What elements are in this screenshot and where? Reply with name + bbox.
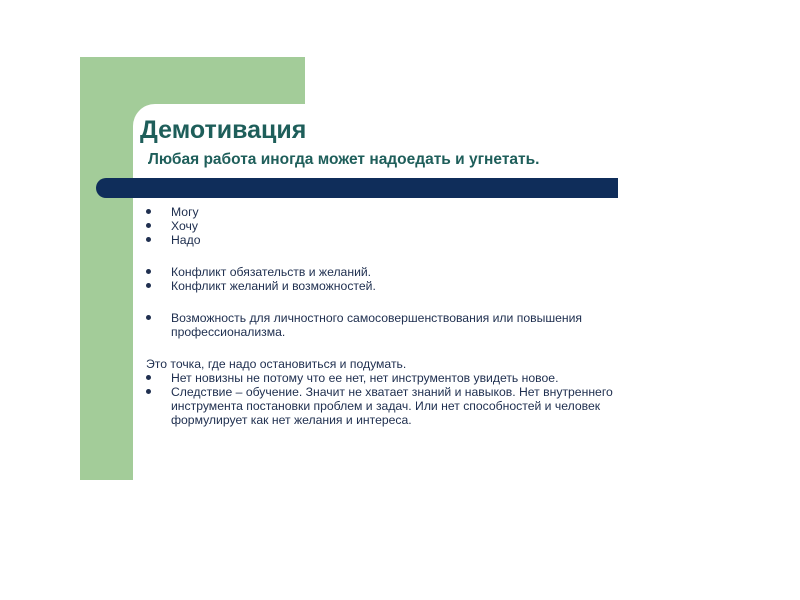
bullet-item	[146, 385, 666, 427]
bullet-dot-icon	[146, 209, 151, 214]
bullet-dot-icon	[146, 269, 151, 274]
bullet-group-1	[146, 205, 666, 247]
bullet-text: Возможность для личностного самосовершенствования или повышения профессионализма.	[171, 311, 583, 339]
bullet-text: Надо	[171, 233, 201, 247]
bullet-dot-icon	[146, 375, 151, 380]
slide-subtitle: Любая работа иногда может надоедать и угнетать.	[148, 151, 540, 168]
bullet-group-2	[146, 265, 666, 293]
bullet-item	[146, 233, 666, 247]
bullet-dot-icon	[146, 237, 151, 242]
bullet-text: Конфликт обязательств и желаний.	[171, 265, 372, 279]
bullet-group-3	[146, 311, 666, 339]
slide-body	[146, 205, 666, 427]
bullet-text: Хочу	[171, 219, 198, 233]
bullet-text: Нет новизны не потому что ее нет, нет инструментов увидеть новое.	[171, 371, 559, 385]
statement-text: Это точка, где надо остановиться и подумать.	[146, 357, 407, 371]
bullet-dot-icon	[146, 283, 151, 288]
bullet-text: Следствие – обучение. Значит не хватает знаний и навыков. Нет внутреннего инструмента постановки проблем и задач. Или нет способностей и человек формулирует как нет желания и интереса.	[171, 385, 613, 427]
bullet-text: Могу	[171, 205, 199, 219]
bullet-group-4	[146, 357, 666, 427]
bullet-dot-icon	[146, 389, 151, 394]
bullet-dot-icon	[146, 315, 151, 320]
bullet-item	[146, 371, 666, 385]
bullet-item	[146, 311, 666, 339]
bullet-dot-icon	[146, 223, 151, 228]
decorative-navy-bar	[96, 178, 618, 198]
bullet-item	[146, 205, 666, 219]
bullet-item	[146, 265, 666, 279]
slide-title: Демотивация	[140, 116, 307, 144]
bullet-text: Конфликт желаний и возможностей.	[171, 279, 376, 293]
bullet-item	[146, 219, 666, 233]
bullet-item	[146, 279, 666, 293]
